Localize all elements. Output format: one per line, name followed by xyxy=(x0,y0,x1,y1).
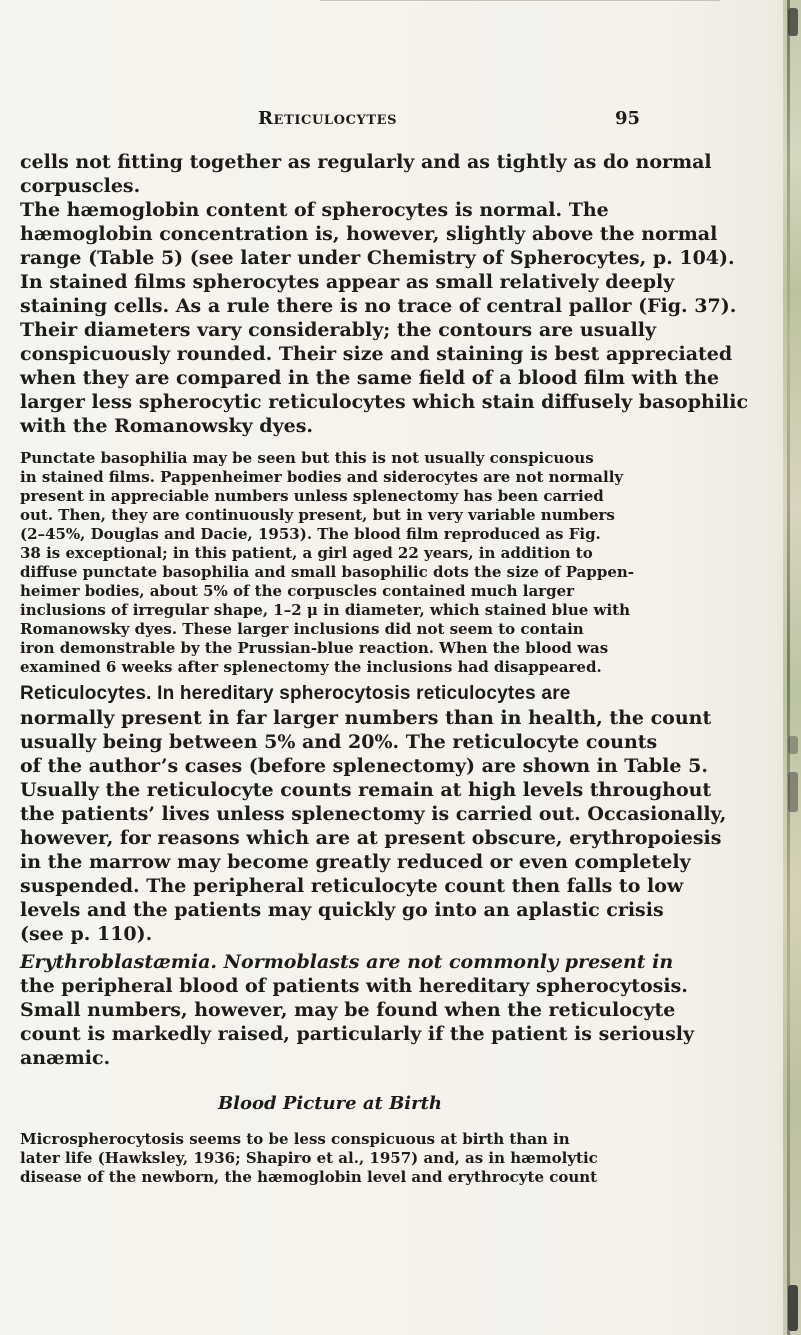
text-line: Romanowsky dyes. These larger inclusions did not seem to contain xyxy=(20,620,584,638)
text-line: out. Then, they are continuously present, but in very variable numbers xyxy=(20,506,615,524)
text-line: anæmic. xyxy=(20,1047,111,1069)
text-line: Small numbers, however, may be found when the reticulocyte xyxy=(20,999,676,1021)
text-line: later life (Hawksley, 1936; Shapiro et al., 1957) and, as in hæmolytic xyxy=(20,1149,598,1167)
text-line: (see p. 110). xyxy=(20,923,153,945)
running-head: Reticulocytes xyxy=(258,108,398,129)
text-line: when they are compared in the same field of a blood film with the xyxy=(20,367,720,389)
text-line: levels and the patients may quickly go into an aplastic crisis xyxy=(20,899,664,921)
text-line: diffuse punctate basophilia and small basophilic dots the size of Pappen- xyxy=(20,563,635,581)
paragraph-birth xyxy=(20,1130,640,1187)
text-line: hæmoglobin concentration is, however, slightly above the normal xyxy=(20,223,718,245)
scan-edge-strip xyxy=(783,0,801,1335)
scan-mark xyxy=(788,772,798,812)
text-line: range (Table 5) (see later under Chemistry of Spherocytes, p. 104). xyxy=(20,247,735,269)
text-line: Usually the reticulocyte counts remain at high levels throughout xyxy=(20,779,712,801)
paragraph-reticulocytes xyxy=(20,682,727,946)
text-line: inclusions of irregular shape, 1–2 μ in diameter, which stained blue with xyxy=(20,601,630,619)
section-title-block xyxy=(20,1092,640,1116)
text-line: in the marrow may become greatly reduced or even completely xyxy=(20,851,691,873)
text-line: larger less spherocytic reticulocytes which stain diffusely basophilic xyxy=(20,391,749,413)
scan-mark xyxy=(788,736,798,754)
scan-mark xyxy=(788,8,798,36)
text-line: conspicuously rounded. Their size and staining is best appreciated xyxy=(20,343,733,365)
text-line: Erythroblastæmia. Normoblasts are not commonly present in xyxy=(20,951,674,973)
text-line: Their diameters vary considerably; the contours are usually xyxy=(20,319,656,341)
scan-mark xyxy=(788,1285,798,1331)
paragraph-punctate-basophilia xyxy=(20,449,640,677)
text-line: present in appreciable numbers unless splenectomy has been carried xyxy=(20,487,604,505)
page-number: 95 xyxy=(614,108,640,129)
text-line: 38 is exceptional; in this patient, a girl aged 22 years, in addition to xyxy=(20,544,593,562)
text-line: cells not fitting together as regularly and as tightly as do normal xyxy=(20,151,712,173)
text-line: heimer bodies, about 5% of the corpuscles contained much larger xyxy=(20,582,575,600)
text-line: count is markedly raised, particularly if the patient is seriously xyxy=(20,1023,695,1045)
text-line: Punctate basophilia may be seen but this is not usually conspicuous xyxy=(20,449,594,467)
paragraph-intro xyxy=(20,150,749,438)
text-line: the patients’ lives unless splenectomy is carried out. Occasionally, xyxy=(20,803,727,825)
text-line: examined 6 weeks after splenectomy the inclusions had disappeared. xyxy=(20,658,602,676)
text-line: (2–45%, Douglas and Dacie, 1953). The blood film reproduced as Fig. xyxy=(20,525,601,543)
text-line: in stained films. Pappenheimer bodies and siderocytes are not normally xyxy=(20,468,624,486)
text-line: with the Romanowsky dyes. xyxy=(20,415,314,437)
paragraph-erythroblastaemia xyxy=(20,950,695,1070)
section-title: Blood Picture at Birth xyxy=(217,1093,443,1114)
text-line: corpuscles. xyxy=(20,175,141,197)
text-line: disease of the newborn, the hæmoglobin level and erythrocyte count xyxy=(20,1168,598,1186)
text-line: iron demonstrable by the Prussian-blue reaction. When the blood was xyxy=(20,639,609,657)
heading-line: Reticulocytes. In hereditary spherocytosis reticulocytes are xyxy=(20,683,571,704)
text-line: of the author’s cases (before splenectomy) are shown in Table 5. xyxy=(20,755,708,777)
running-header xyxy=(20,108,640,138)
top-rule xyxy=(320,0,720,1)
text-line: suspended. The peripheral reticulocyte count then falls to low xyxy=(20,875,684,897)
text-line: In stained films spherocytes appear as small relatively deeply xyxy=(20,271,675,293)
text-line: Microspherocytosis seems to be less conspicuous at birth than in xyxy=(20,1130,570,1148)
text-line: staining cells. As a rule there is no trace of central pallor (Fig. 37). xyxy=(20,295,737,317)
text-line: The hæmoglobin content of spherocytes is normal. The xyxy=(20,199,609,221)
text-line: however, for reasons which are at present obscure, erythropoiesis xyxy=(20,827,722,849)
text-line: normally present in far larger numbers than in health, the count xyxy=(20,707,712,729)
text-line: the peripheral blood of patients with hereditary spherocytosis. xyxy=(20,975,688,997)
text-line: usually being between 5% and 20%. The reticulocyte counts xyxy=(20,731,658,753)
